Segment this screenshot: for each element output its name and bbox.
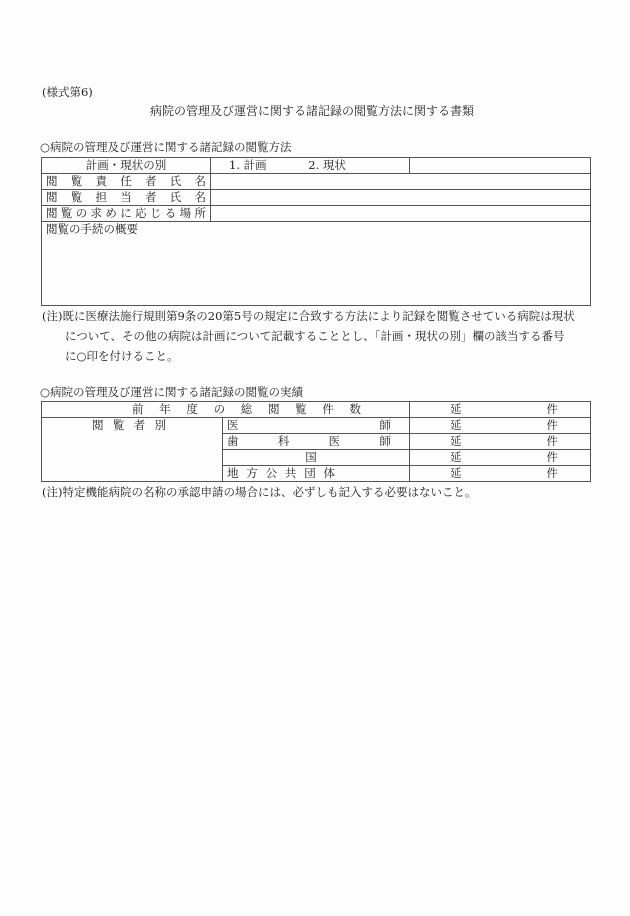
option-plan[interactable]: 1. 計画 bbox=[229, 158, 267, 172]
document-title: 病院の管理及び運営に関する諸記録の閲覧方法に関する書類 bbox=[150, 104, 475, 118]
responsible-person-field[interactable] bbox=[211, 174, 591, 190]
option-status[interactable]: 2. 現状 bbox=[308, 158, 346, 172]
staff-person-field[interactable] bbox=[211, 190, 591, 206]
category-dentist-count[interactable]: 延 件 bbox=[410, 434, 591, 450]
viewing-place-field[interactable] bbox=[211, 206, 591, 222]
plan-status-options bbox=[211, 158, 410, 174]
total-count-field[interactable]: 延 件 bbox=[410, 402, 591, 418]
category-local-gov-count[interactable]: 延 件 bbox=[410, 466, 591, 482]
category-national-label: 国 bbox=[223, 450, 410, 466]
table-row bbox=[42, 206, 591, 222]
table-row bbox=[42, 418, 591, 434]
viewing-place-label: 閲 覧 の 求 め に 応 じ る 場 所 bbox=[42, 206, 211, 222]
staff-person-label: 閲 覧 担 当 者 氏 名 bbox=[42, 190, 211, 206]
category-national-count[interactable]: 延 件 bbox=[410, 450, 591, 466]
total-count-label: 前 年 度 の 総 閲 覧 件 数 bbox=[42, 402, 410, 418]
viewing-record-table bbox=[41, 401, 591, 482]
category-doctor-label: 医 師 bbox=[223, 418, 410, 434]
table-row bbox=[42, 222, 591, 306]
category-local-gov-label: 地 方 公 共 団 体 bbox=[223, 466, 410, 482]
section1-heading: ○病院の管理及び運営に関する諸記録の閲覧方法 bbox=[40, 140, 292, 154]
viewing-method-table bbox=[41, 157, 591, 306]
table-row bbox=[42, 174, 591, 190]
section2-note: (注)特定機能病院の名称の承認申請の場合には、必ずしも記入する必要はないこと。 bbox=[42, 485, 477, 499]
table-row bbox=[42, 190, 591, 206]
category-dentist-label: 歯 科 医 師 bbox=[223, 434, 410, 450]
section1-note: (注)既に医療法施行規則第9条の20第5号の規定に合致する方法により記録を閲覧させている病院は現状 について、その他の病院は計画について記載することとし、「計画・現状の別」欄の該当する番号 に○印を付けること。 bbox=[42, 309, 575, 363]
table-row bbox=[42, 158, 591, 174]
table-row bbox=[42, 402, 591, 418]
procedure-summary-label: 閲覧の手続の概要 bbox=[46, 222, 138, 236]
category-doctor-count[interactable]: 延 件 bbox=[410, 418, 591, 434]
responsible-person-label: 閲 覧 責 任 者 氏 名 bbox=[42, 174, 211, 190]
plan-status-label: 計画・現状の別 bbox=[42, 158, 211, 174]
plan-status-extra[interactable] bbox=[410, 158, 591, 174]
procedure-summary-cell[interactable] bbox=[42, 222, 591, 306]
viewer-category-label: 閲 覧 者 別 bbox=[42, 418, 223, 482]
section2-heading: ○病院の管理及び運営に関する諸記録の閲覧の実績 bbox=[40, 385, 304, 399]
form-number: (様式第6) bbox=[42, 85, 93, 99]
